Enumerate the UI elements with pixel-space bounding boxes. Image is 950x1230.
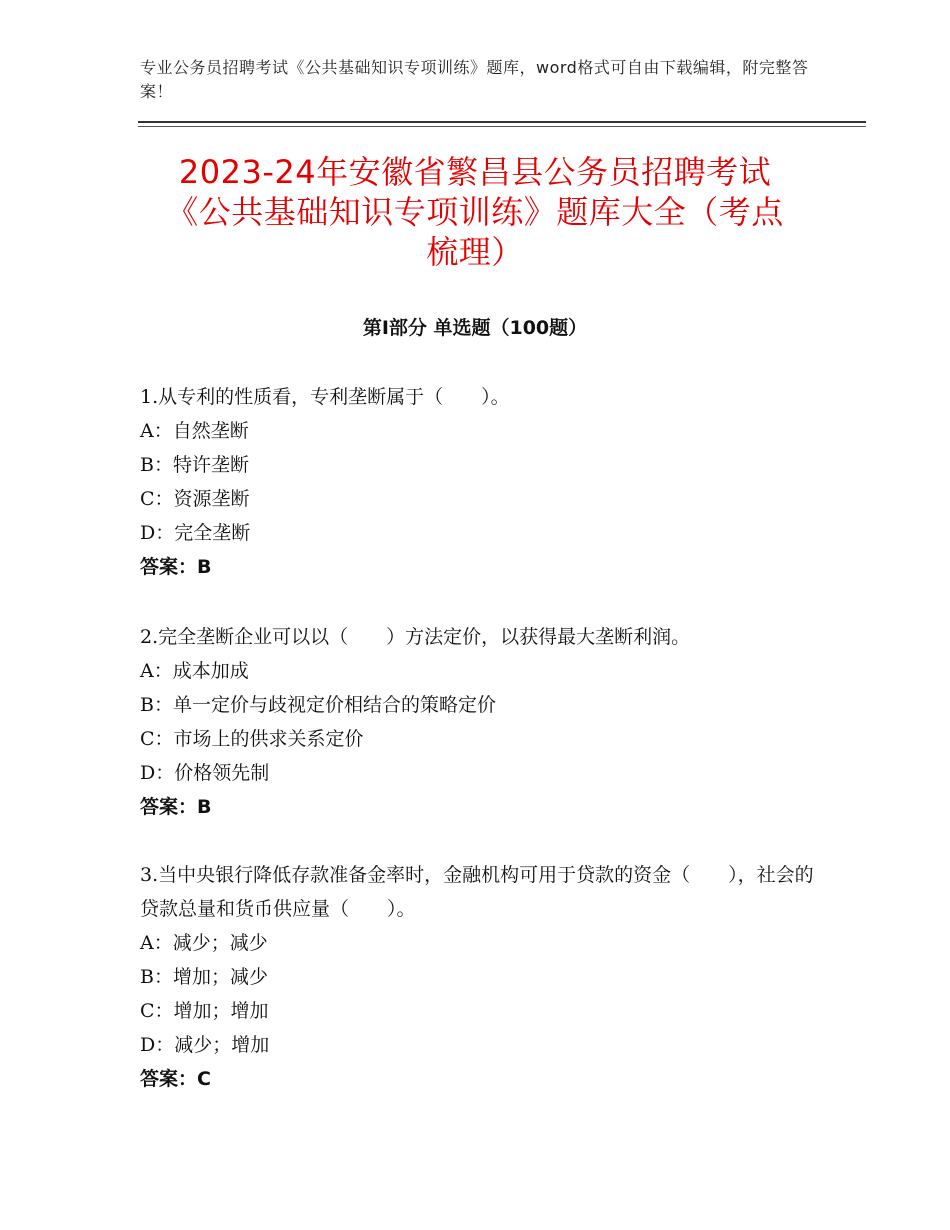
- header-divider-thin: [138, 126, 866, 127]
- section-title: 第Ⅰ部分 单选题（100题）: [362, 317, 588, 339]
- question-stem: 1.从专利的性质看，专利垄断属于（ ）。: [140, 386, 510, 408]
- option-c: C：资源垄断: [140, 488, 250, 510]
- question-2: [140, 620, 820, 824]
- question-stem: 3.当中央银行降低存款准备金率时，金融机构可用于贷款的资金（ ），社会的贷款总量和货币供应量（ ）。: [140, 864, 814, 920]
- option-d: D：价格领先制: [140, 762, 270, 784]
- option-c: C：市场上的供求关系定价: [140, 728, 364, 750]
- option-b: B：增加；减少: [140, 966, 268, 988]
- question-stem: 2.完全垄断企业可以以（ ）方法定价，以获得最大垄断利润。: [140, 626, 691, 648]
- answer: 答案：B: [140, 556, 212, 578]
- option-c: C：增加；增加: [140, 1000, 269, 1022]
- option-d: D：完全垄断: [140, 522, 251, 544]
- option-d: D：减少；增加: [140, 1034, 270, 1056]
- header-note: 专业公务员招聘考试《公共基础知识专项训练》题库，word格式可自由下载编辑，附完整答案！: [140, 58, 809, 101]
- option-b: B：特许垄断: [140, 454, 249, 476]
- document-title: [140, 152, 810, 272]
- option-b: B：单一定价与歧视定价相结合的策略定价: [140, 694, 496, 716]
- option-a: A：成本加成: [140, 660, 249, 682]
- answer: 答案：C: [140, 1068, 211, 1090]
- question-1: [140, 380, 820, 584]
- document-title-line-3: 梳理）: [426, 233, 524, 271]
- question-3: [140, 858, 820, 1096]
- header-divider-thick: [138, 121, 866, 123]
- document-title-line-2: 《公共基础知识专项训练》题库大全（考点: [166, 193, 784, 231]
- answer: 答案：B: [140, 796, 212, 818]
- document-title-line-1: 2023-24年安徽省繁昌县公务员招聘考试: [178, 153, 772, 191]
- option-a: A：自然垄断: [140, 420, 249, 442]
- option-a: A：减少；减少: [140, 932, 268, 954]
